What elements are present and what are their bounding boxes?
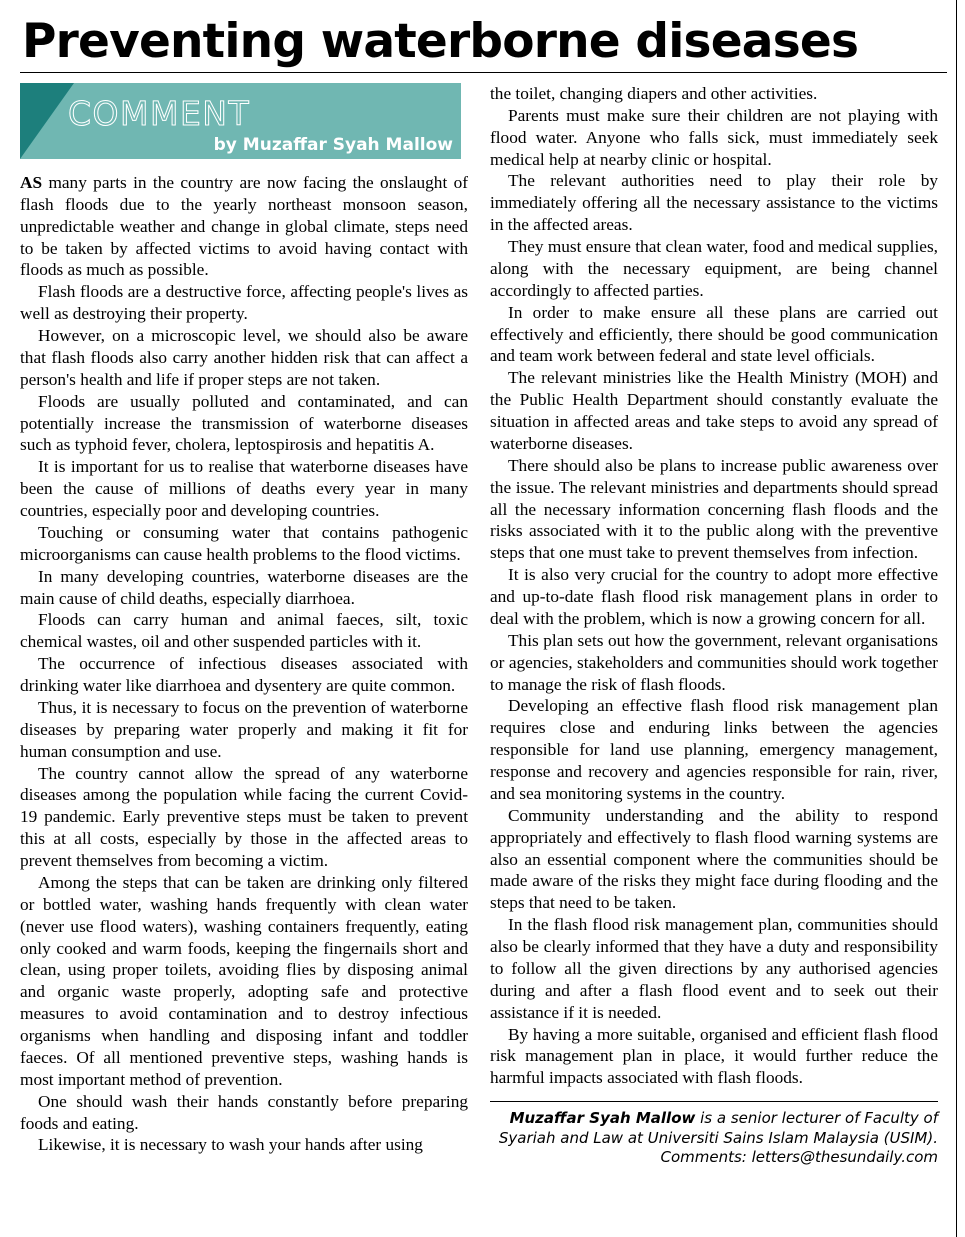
comment-banner-byline: by Muzaffar Syah Mallow	[213, 134, 453, 155]
paragraph: It is also very crucial for the country to adopt more effective and up-to-date flash flood risk management plans in order to deal with the problem, which is now a growing concern for all.	[490, 565, 938, 628]
drop-lead: AS	[20, 172, 43, 192]
paragraph-text: many parts in the country are now facing the onslaught of flash floods due to the yearly northeast monsoon season, unpredictable weather and change in global climate, steps need to be taken by affected victims to avoid having contact with floods as much as possible.	[20, 172, 468, 280]
paragraph: Among the steps that can be taken are drinking only filtered or bottled water, washing hands frequently with clean water (never use flood waters), washing containers frequently, eating only cooked and warm foods, keeping the fingernails short and clean, using proper toilets, avoiding flies by disposing animal and organic waste properly, adopting safe and protective measures to avoid contamination and to destroy infectious organisms when handling and disposing infant and toddler faeces. Of all mentioned preventive steps, washing hands is most important method of prevention.	[20, 872, 468, 1089]
article-columns	[20, 83, 947, 1168]
paragraph: However, on a microscopic level, we should also be aware that flash floods also carry another hidden risk that can affect a person's health and life if proper steps are not taken.	[20, 326, 468, 389]
comment-banner	[20, 83, 461, 159]
paragraph: Likewise, it is necessary to wash your hands after using	[38, 1135, 423, 1155]
paragraph: Parents must make sure their children are not playing with flood water. Anyone who falls sick, must immediately seek medical help at nearby clinic or hospital.	[490, 105, 938, 169]
author-comments: Comments: letters@thesundaily.com	[660, 1148, 938, 1167]
page-title: Preventing waterborne diseases	[22, 14, 859, 69]
banner-corner-shape	[20, 83, 74, 159]
right-column	[490, 83, 938, 1168]
bio-divider	[490, 1101, 938, 1102]
paragraph: Flash floods are a destructive force, affecting people's lives as well as destroying their property.	[20, 282, 468, 324]
paragraph: the toilet, changing diapers and other activities.	[490, 83, 818, 103]
left-column	[20, 83, 468, 1156]
author-bio	[490, 1109, 938, 1168]
paragraph: In the flash flood risk management plan, communities should also be clearly informed that they have a duty and responsibility to follow all the given directions by any authorised agencies during and after a flash flood event and to seek out their assistance if it is needed.	[490, 915, 938, 1022]
author-name: Muzaffar Syah Mallow	[509, 1109, 696, 1128]
paragraph: The relevant ministries like the Health Ministry (MOH) and the Public Health Department should constantly evaluate the situation in affected areas and take steps to avoid any spread of waterborne diseases.	[490, 368, 938, 453]
comment-banner-label: COMMENT	[68, 93, 251, 133]
paragraph	[20, 172, 468, 281]
paragraph: By having a more suitable, organised and efficient flash flood risk management plan in place, it would further reduce the harmful impacts associated with flash floods.	[490, 1024, 938, 1088]
paragraph: They must ensure that clean water, food and medical supplies, along with the necessary equipment, are being channel accordingly to affected parties.	[490, 237, 938, 300]
paragraph: One should wash their hands constantly before preparing foods and eating.	[20, 1091, 468, 1133]
paragraph: This plan sets out how the government, relevant organisations or agencies, stakeholders and communities should work together to manage the risk of flash floods.	[490, 630, 938, 694]
page-right-rule	[956, 0, 957, 1237]
paragraph: In many developing countries, waterborne diseases are the main cause of child deaths, especially diarrhoea.	[20, 566, 468, 608]
paragraph: The relevant authorities need to play their role by immediately offering all the necessary assistance to the victims in the affected areas.	[490, 171, 938, 235]
paragraph: In order to make ensure all these plans are carried out effectively and efficiently, there should be good communication and team work between federal and state level officials.	[490, 302, 938, 366]
paragraph: Community understanding and the ability to respond appropriately and effectively to flash flood warning systems are also an essential component where the communities should be made aware of the risks they might face during flooding and the steps that need to be taken.	[490, 805, 938, 913]
paragraph: Thus, it is necessary to focus on the prevention of waterborne diseases by preparing water properly and making it fit for human consumption and use.	[20, 697, 468, 761]
paragraph: Floods are usually polluted and contaminated, and can potentially increase the transmission of waterborne diseases such as typhoid fever, cholera, leptospirosis and hepatitis A.	[20, 391, 468, 455]
headline-divider	[20, 72, 947, 73]
paragraph: Touching or consuming water that contains pathogenic microorganisms can cause health problems to the flood victims.	[20, 522, 468, 564]
paragraph: Floods can carry human and animal faeces, silt, toxic chemical wastes, oil and other suspended particles with it.	[20, 610, 468, 652]
paragraph: There should also be plans to increase public awareness over the issue. The relevant ministries and departments should spread all the necessary information concerning flash floods and the risks associated with it to the public along with the preventive steps that one must take to prevent themselves from infection.	[490, 455, 938, 563]
paragraph: It is important for us to realise that waterborne diseases have been the cause of millions of deaths every year in many countries, especially poor and developing countries.	[20, 457, 468, 521]
paragraph: The occurrence of infectious diseases associated with drinking water like diarrhoea and dysentery are quite common.	[20, 654, 468, 696]
paragraph: The country cannot allow the spread of any waterborne diseases among the population while facing the current Covid-19 pandemic. Early preventive steps must be taken to prevent this at all costs, especially by those in the affected areas to prevent themselves from becoming a victim.	[20, 763, 468, 871]
author-description: is a senior lecturer of Faculty of Syariah and Law at Universiti Sains Islam Malaysia (USIM).	[498, 1109, 938, 1147]
paragraph: Developing an effective flash flood risk management plan requires close and enduring links between the agencies responsible for land use planning, emergency management, response and recovery and agencies responsible for rain, river, and sea monitoring systems in the country.	[490, 696, 938, 803]
